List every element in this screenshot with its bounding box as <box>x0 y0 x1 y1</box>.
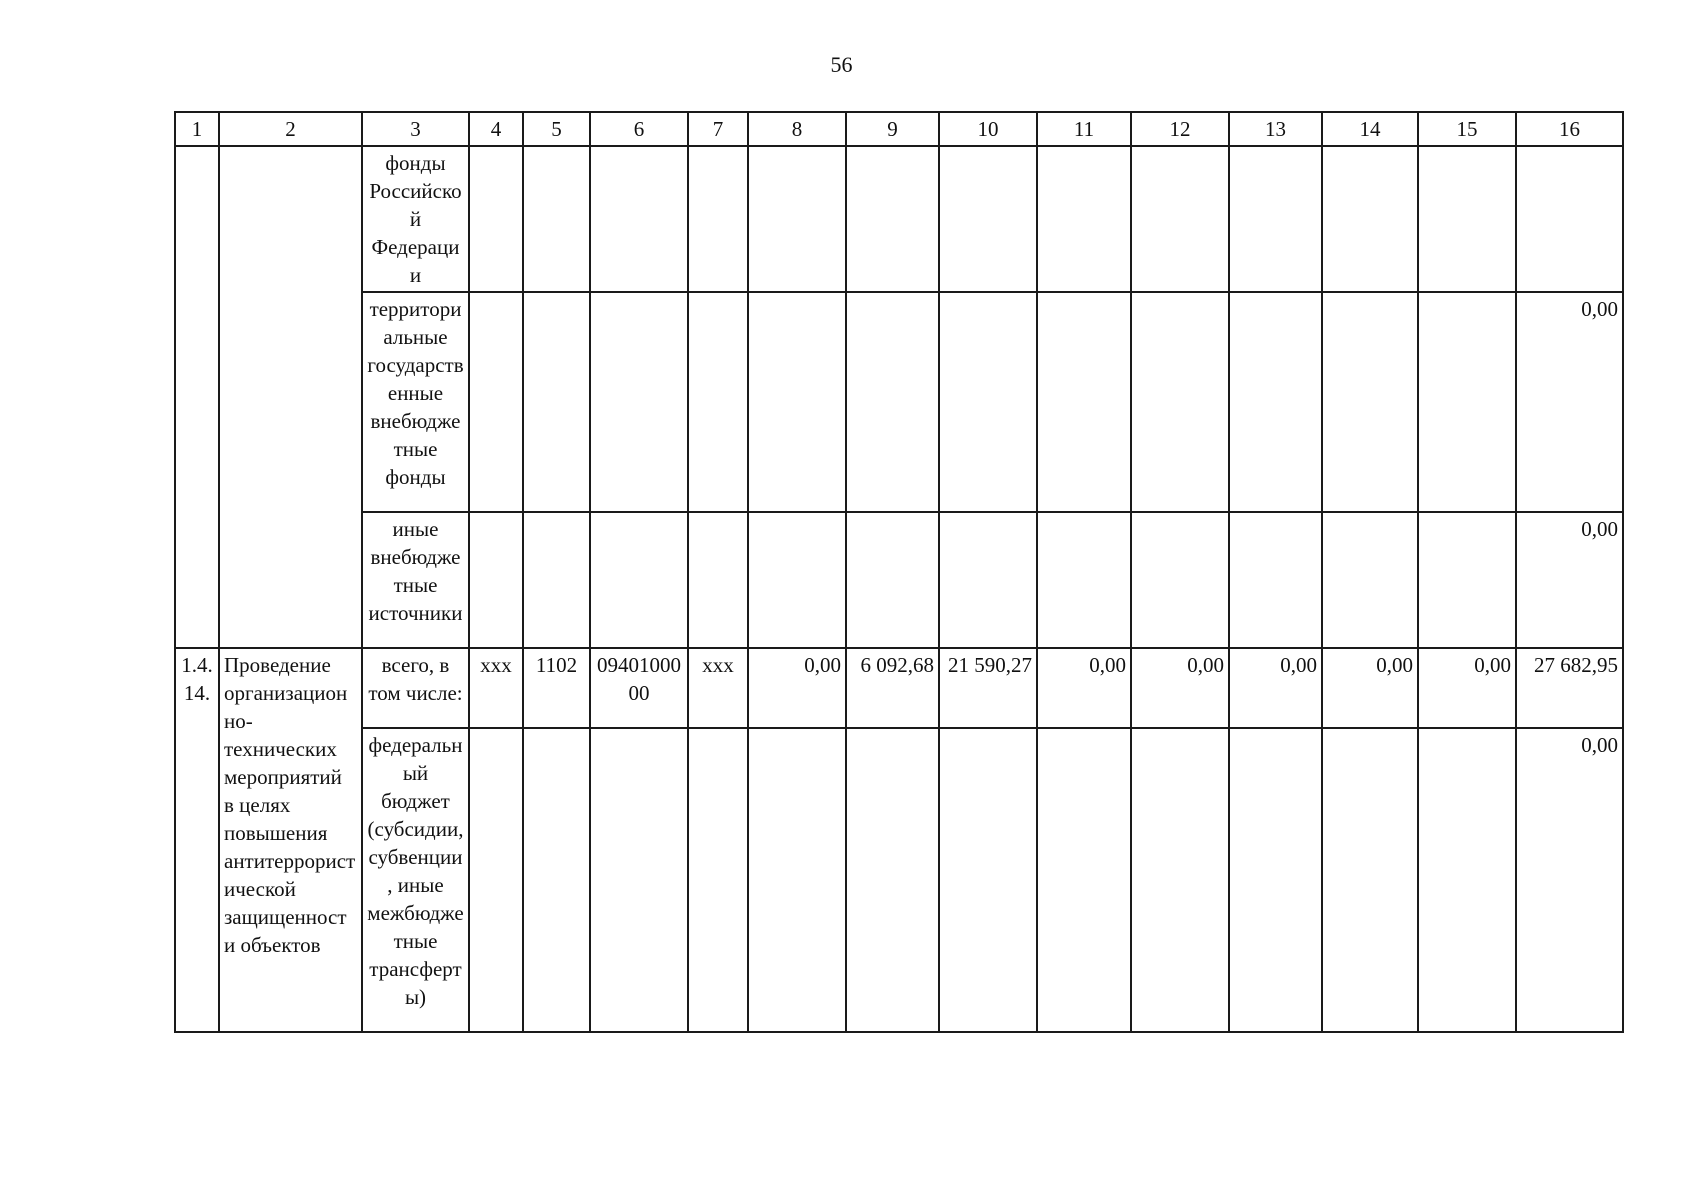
value-cell: 21 590,27 <box>939 648 1037 728</box>
header-cell: 3 <box>362 112 469 146</box>
value-cell: 0,00 <box>1418 648 1516 728</box>
header-cell: 5 <box>523 112 590 146</box>
total-cell <box>1516 146 1623 292</box>
table-row <box>175 146 1623 292</box>
source-cell: иные внебюджетные источники <box>362 512 469 648</box>
header-cell: 16 <box>1516 112 1623 146</box>
code-cell: ххх <box>688 648 748 728</box>
page-number: 56 <box>830 52 853 77</box>
table-row <box>175 292 1623 512</box>
empty-cell <box>175 146 219 648</box>
total-cell: 27 682,95 <box>1516 648 1623 728</box>
value-cell: 0,00 <box>748 648 846 728</box>
code-cell: ххх <box>469 648 523 728</box>
header-cell: 4 <box>469 112 523 146</box>
header-cell: 8 <box>748 112 846 146</box>
value-cell: 0,00 <box>1131 648 1229 728</box>
code-cell: 1102 <box>523 648 590 728</box>
table-row <box>175 648 1623 728</box>
total-cell: 0,00 <box>1516 512 1623 648</box>
header-row <box>175 112 1623 146</box>
total-cell: 0,00 <box>1516 728 1623 1032</box>
value-cell: 0,00 <box>1322 648 1418 728</box>
header-cell: 13 <box>1229 112 1322 146</box>
header-cell: 7 <box>688 112 748 146</box>
header-cell: 11 <box>1037 112 1131 146</box>
source-cell: фонды Российской Федерации <box>362 146 469 292</box>
item-number: 1.4.14. <box>175 648 219 1032</box>
header-cell: 12 <box>1131 112 1229 146</box>
header-cell: 14 <box>1322 112 1418 146</box>
table-row <box>175 512 1623 648</box>
value-cell: 0,00 <box>1229 648 1322 728</box>
header-cell: 15 <box>1418 112 1516 146</box>
table-row <box>175 728 1623 1032</box>
value-cell: 0,00 <box>1037 648 1131 728</box>
item-name: Проведение организационно-технических мероприятий в целях повышения антитеррористической защищенности объектов <box>219 648 362 1032</box>
header-cell: 9 <box>846 112 939 146</box>
header-cell: 10 <box>939 112 1037 146</box>
source-cell: территориальные государственные внебюджетные фонды <box>362 292 469 512</box>
source-cell: федеральный бюджет (субсидии, субвенции, иные межбюджетные трансферты) <box>362 728 469 1032</box>
header-cell: 2 <box>219 112 362 146</box>
code-cell: 0940100000 <box>590 648 688 728</box>
header-cell: 6 <box>590 112 688 146</box>
budget-table <box>174 111 1624 1033</box>
empty-cell <box>219 146 362 648</box>
total-cell: 0,00 <box>1516 292 1623 512</box>
header-cell: 1 <box>175 112 219 146</box>
source-cell: всего, в том числе: <box>362 648 469 728</box>
value-cell: 6 092,68 <box>846 648 939 728</box>
